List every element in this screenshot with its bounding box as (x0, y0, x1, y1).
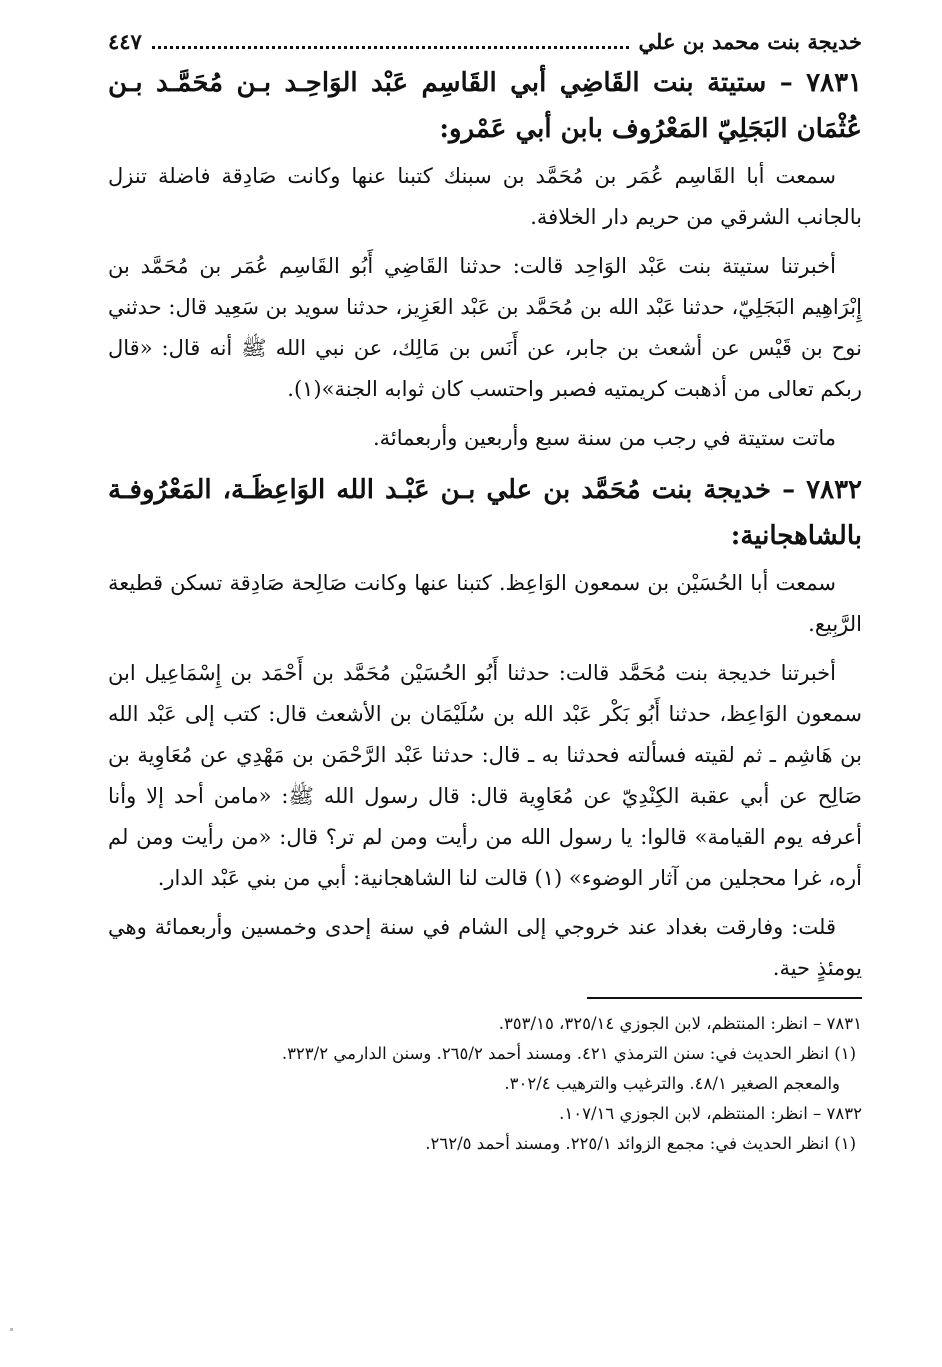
entry-paragraph: أخبرتنا ستيتة بنت عَبْد الوَاحِد قالت: حدثنا القَاضِي أَبُو القَاسِم عُمَر بن مُحَمَّد بن إِبْرَاهِيم البَجَلِيّ، حدثنا عَبْد الله بن مُحَمَّد بن عَبْد العَزِيز، حدثنا سويد بن سَعِيد قال: حدثني نوح بن قَيْس عن أشعث بن جابر، عن أَنَس بن مَالِك، عن نبي الله ﷺ أنه قال: «قال ربكم تعالى من أذهبت كريمتيه فصبر واحتسب كان ثوابه الجنة»(١). (108, 254, 862, 401)
scan-speck (10, 1328, 13, 1331)
book-page (108, 24, 862, 1159)
footnote: ٧٨٣١ – انظر: المنتظم، لابن الجوزي ٣٢٥/١٤، ٣٥٣/١٥. (498, 1014, 862, 1033)
footnote-separator (587, 997, 862, 999)
entry-title: ٧٨٣١ – ستيتة بنت القَاضِي أبي القَاسِم عَبْد الوَاحِـد بـن مُحَمَّـد بـن عُثْمَان البَجَلِيّ المَعْرُوف بابن أبي عَمْرو: (108, 68, 862, 144)
entry-paragraph: سمعت أبا القَاسِم عُمَر بن مُحَمَّد بن سبنك كتبنا عنها وكانت صَادِقة فاضلة تنزل بالجانب الشرقي من حريم دار الخلافة. (108, 164, 862, 229)
footnote-continuation: والمعجم الصغير ٤٨/١. والترغيب والترهيب ٣٠٢/٤. (504, 1074, 840, 1093)
footnotes (108, 1009, 862, 1159)
entry-title: ٧٨٣٢ – خديجة بنت مُحَمَّد بن علي بـن عَبْـد الله الوَاعِظَـة، المَعْرُوفـة بالشاهجانية: (108, 475, 862, 551)
footnote: ٧٨٣٢ – انظر: المنتظم، لابن الجوزي ١٠٧/١٦. (559, 1104, 862, 1123)
entry-paragraph: قلت: وفارقت بغداد عند خروجي إلى الشام في سنة إحدى وخمسين وأربعمائة وهي يومئذٍ حية. (108, 915, 862, 980)
running-title: خديجة بنت محمد بن علي (638, 29, 862, 54)
footnote: (١) انظر الحديث في: مجمع الزوائد ٢٢٥/١. ومسند أحمد ٢٦٢/٥. (425, 1134, 856, 1153)
page-number: ٤٤٧ (108, 29, 142, 54)
entry-paragraph: أخبرتنا خديجة بنت مُحَمَّد قالت: حدثنا أَبُو الحُسَيْن مُحَمَّد بن أَحْمَد بن إِسْمَاعِيل ابن سمعون الوَاعِظ، حدثنا أَبُو بَكْر عَبْد الله بن سُلَيْمَان بن الأشعث قال: كتب إلى عَبْد الله بن هَاشِم ـ ثم لقيته فسألته فحدثنا به ـ قال: حدثنا عَبْد الرَّحْمَن بن مَهْدِي عن مُعَاوِية بن صَالِح عن أبي عقبة الكِنْدِيّ عن مُعَاوِية قال: قال رسول الله ﷺ: «مامن أحد إلا وأنا أعرفه يوم القيامة» قالوا: يا رسول الله من رأيت ومن لم تر؟ قال: «من رأيت ومن لم أره، غرا محجلين من آثار الوضوء» (١) قالت لنا الشاهجانية: أبي من بني عَبْد الدار. (108, 661, 862, 890)
footnote: (١) انظر الحديث في: سنن الترمذي ٤٢١. ومسند أحمد ٢٦٥/٢. وسنن الدارمي ٣٢٣/٢. (281, 1044, 856, 1063)
entry-paragraph: ماتت ستيتة في رجب من سنة سبع وأربعين وأربعمائة. (372, 426, 836, 450)
entry-paragraph: سمعت أبا الحُسَيْن بن سمعون الوَاعِظ. كتبنا عنها وكانت صَالِحة صَادِقة تسكن قطيعة الرَّبِيع. (108, 571, 862, 636)
running-header (108, 24, 862, 60)
entry-7831 (108, 60, 862, 459)
entry-7832 (108, 467, 862, 989)
header-leader-dots (152, 46, 629, 49)
